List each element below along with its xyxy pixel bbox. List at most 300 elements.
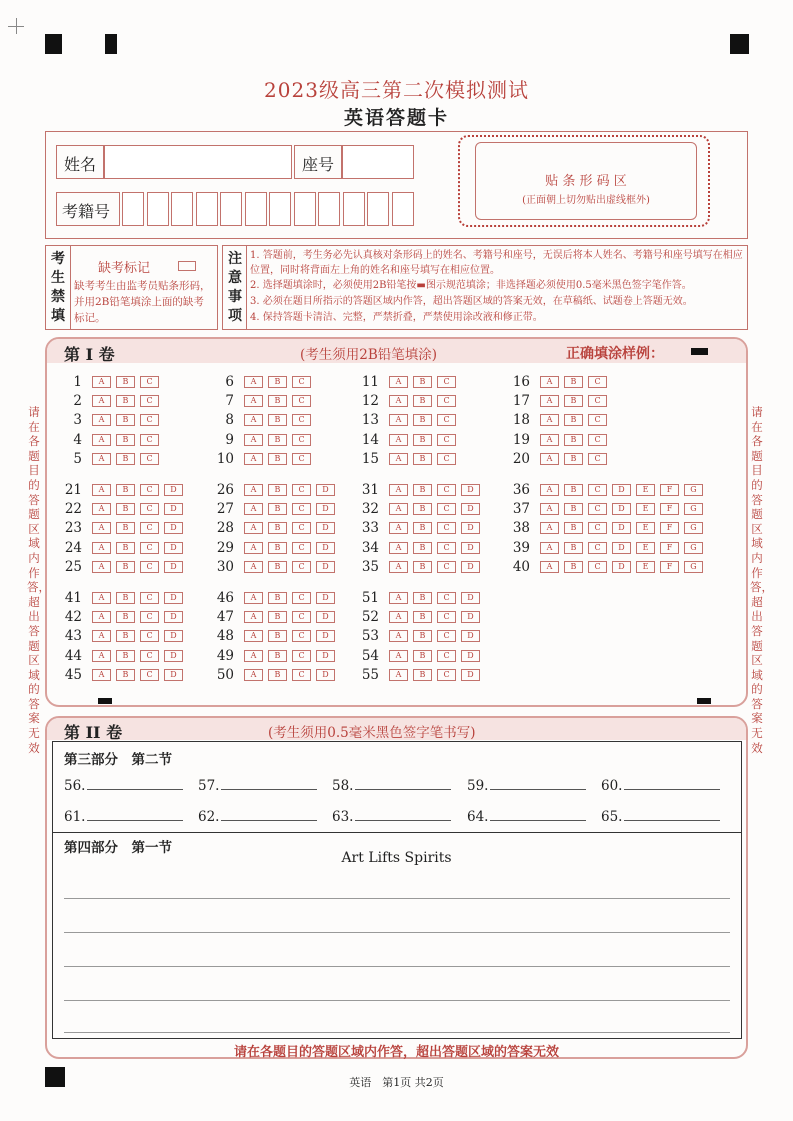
answer-bubble[interactable]: A [389, 503, 408, 515]
answer-bubble[interactable]: C [292, 484, 311, 496]
answer-bubble[interactable]: B [268, 592, 287, 604]
sheet-subtitle: 英语答题卡 [343, 107, 449, 129]
answer-bubble[interactable]: C [292, 650, 311, 662]
answer-bubble[interactable]: B [564, 376, 583, 388]
exam-no-cell[interactable] [343, 192, 365, 226]
question-row [357, 646, 485, 665]
answer-bubble[interactable]: B [564, 434, 583, 446]
answer-bubble[interactable]: B [413, 669, 432, 681]
answer-bubble[interactable]: A [389, 414, 408, 426]
question-number: 49 [216, 647, 234, 664]
answer-bubble[interactable]: D [316, 522, 335, 534]
answer-bubble[interactable]: A [244, 395, 263, 407]
answer-bubble[interactable]: B [268, 484, 287, 496]
answer-bubble[interactable]: A [244, 561, 263, 573]
answer-bubble[interactable]: B [564, 453, 583, 465]
answer-bubble[interactable]: B [268, 669, 287, 681]
answer-bubble[interactable]: D [164, 611, 183, 623]
answer-bubble[interactable]: C [140, 376, 159, 388]
answer-bubble[interactable]: C [292, 376, 311, 388]
answer-bubble[interactable]: A [92, 484, 111, 496]
answer-bubble[interactable]: A [540, 434, 559, 446]
name-input[interactable] [104, 145, 292, 179]
exam-no-cell[interactable] [122, 192, 144, 226]
answer-bubble[interactable]: C [588, 434, 607, 446]
exam-title: 2023级高三第二次模拟测试 [264, 78, 529, 102]
answer-bubble[interactable]: A [389, 376, 408, 388]
answer-bubble[interactable]: A [389, 592, 408, 604]
answer-bubble[interactable]: C [292, 503, 311, 515]
answer-bubble[interactable]: D [316, 503, 335, 515]
answer-bubble[interactable]: D [316, 669, 335, 681]
answer-bubble[interactable]: A [244, 503, 263, 515]
answer-bubble[interactable]: D [316, 484, 335, 496]
answer-bubble[interactable]: E [636, 542, 655, 554]
answer-bubble[interactable]: D [461, 592, 480, 604]
question-number: 6 [225, 373, 234, 390]
question-number: 41 [64, 589, 82, 606]
answer-bubble[interactable]: C [588, 376, 607, 388]
answer-bubble[interactable]: C [140, 542, 159, 554]
question-row [357, 450, 461, 469]
answer-bubble[interactable]: G [684, 561, 703, 573]
notice-label: 注意事项 [228, 251, 242, 324]
answer-bubble[interactable]: D [164, 592, 183, 604]
question-row [508, 480, 708, 499]
question-row [212, 627, 340, 646]
answer-bubble[interactable]: B [116, 484, 135, 496]
answer-bubble[interactable]: D [461, 669, 480, 681]
blank-underline[interactable] [624, 777, 720, 790]
exam-no-cell[interactable] [147, 192, 169, 226]
blank-field[interactable] [64, 808, 183, 825]
answer-bubble[interactable]: A [92, 630, 111, 642]
answer-bubble[interactable]: C [588, 484, 607, 496]
answer-bubble[interactable]: A [389, 650, 408, 662]
answer-bubble[interactable]: A [244, 611, 263, 623]
answer-bubble[interactable]: D [461, 611, 480, 623]
answer-bubble[interactable]: D [461, 522, 480, 534]
answer-bubble[interactable]: C [292, 434, 311, 446]
exam-no-cell[interactable] [392, 192, 414, 226]
blank-field[interactable] [332, 777, 451, 794]
answer-bubble[interactable]: C [588, 522, 607, 534]
question-row [508, 450, 612, 469]
answer-bubble[interactable]: C [437, 650, 456, 662]
question-row [60, 499, 188, 518]
answer-bubble[interactable]: B [564, 484, 583, 496]
answer-bubble[interactable]: C [292, 414, 311, 426]
question-number: 20 [512, 451, 530, 468]
answer-bubble[interactable]: C [292, 630, 311, 642]
answer-bubble[interactable]: A [540, 503, 559, 515]
answer-bubble[interactable]: D [164, 669, 183, 681]
blank-underline[interactable] [221, 777, 317, 790]
answer-bubble[interactable]: B [564, 414, 583, 426]
exam-no-cell[interactable] [196, 192, 218, 226]
blank-field[interactable] [467, 808, 586, 825]
answer-bubble[interactable]: G [684, 542, 703, 554]
answer-bubble[interactable]: F [660, 561, 679, 573]
question-number: 46 [216, 589, 234, 606]
answer-bubble[interactable]: B [268, 453, 287, 465]
blank-underline[interactable] [490, 808, 586, 821]
timing-mark [697, 698, 711, 704]
answer-bubble[interactable]: B [413, 376, 432, 388]
blank-underline[interactable] [87, 777, 183, 790]
answer-bubble[interactable]: C [140, 630, 159, 642]
question-number: 14 [361, 431, 379, 448]
blank-underline[interactable] [221, 808, 317, 821]
answer-bubble[interactable]: B [116, 592, 135, 604]
answer-bubble[interactable]: A [389, 522, 408, 534]
answer-bubble[interactable]: B [413, 395, 432, 407]
answer-bubble[interactable]: B [268, 522, 287, 534]
answer-bubble[interactable]: D [164, 542, 183, 554]
answer-bubble[interactable]: C [437, 561, 456, 573]
answer-bubble[interactable]: C [140, 592, 159, 604]
answer-bubble[interactable]: C [292, 669, 311, 681]
question-row [508, 558, 708, 577]
answer-bubble[interactable]: A [244, 522, 263, 534]
answer-bubble[interactable]: B [413, 542, 432, 554]
blank-field[interactable] [198, 808, 317, 825]
absent-mark-box[interactable] [178, 261, 196, 271]
answer-bubble[interactable]: E [636, 522, 655, 534]
answer-bubble[interactable]: B [116, 650, 135, 662]
answer-bubble[interactable]: C [437, 376, 456, 388]
answer-bubble[interactable]: D [461, 484, 480, 496]
answer-bubble[interactable]: D [461, 503, 480, 515]
blank-field[interactable] [332, 808, 451, 825]
answer-bubble[interactable]: C [140, 453, 159, 465]
answer-bubble[interactable]: B [268, 611, 287, 623]
answer-bubble[interactable]: C [292, 592, 311, 604]
answer-bubble[interactable]: B [268, 395, 287, 407]
answer-bubble[interactable]: C [140, 669, 159, 681]
answer-bubble[interactable]: C [588, 542, 607, 554]
answer-bubble[interactable]: D [612, 503, 631, 515]
answer-bubble[interactable]: D [164, 522, 183, 534]
answer-bubble[interactable]: A [92, 395, 111, 407]
answer-bubble[interactable]: B [116, 453, 135, 465]
answer-bubble[interactable]: C [588, 414, 607, 426]
answer-bubble[interactable]: A [389, 395, 408, 407]
answer-bubble[interactable]: A [244, 484, 263, 496]
answer-bubble[interactable]: C [292, 611, 311, 623]
answer-bubble[interactable]: C [437, 669, 456, 681]
answer-bubble[interactable]: C [437, 503, 456, 515]
answer-bubble[interactable]: C [437, 395, 456, 407]
answer-bubble[interactable]: C [437, 542, 456, 554]
answer-bubble[interactable]: D [461, 561, 480, 573]
answer-bubble[interactable]: D [164, 650, 183, 662]
answer-bubble[interactable]: B [564, 395, 583, 407]
answer-bubble[interactable]: D [461, 630, 480, 642]
answer-bubble[interactable]: D [316, 542, 335, 554]
answer-bubble[interactable]: A [389, 561, 408, 573]
answer-bubble[interactable]: D [316, 561, 335, 573]
answer-bubble[interactable]: B [413, 484, 432, 496]
answer-bubble[interactable]: A [540, 376, 559, 388]
question-row [357, 666, 485, 685]
answer-bubble[interactable]: D [461, 650, 480, 662]
answer-bubble[interactable]: B [413, 592, 432, 604]
answer-bubble[interactable]: A [92, 453, 111, 465]
exam-no-cell[interactable] [318, 192, 340, 226]
answer-bubble[interactable]: C [437, 414, 456, 426]
essay-title: Art Lifts Spirits [341, 850, 452, 866]
answer-bubble[interactable]: A [540, 522, 559, 534]
question-row [357, 411, 461, 430]
answer-bubble[interactable]: E [636, 561, 655, 573]
answer-bubble[interactable]: A [540, 453, 559, 465]
blank-number: 56. [64, 778, 86, 794]
answer-bubble[interactable]: C [140, 395, 159, 407]
answer-bubble[interactable]: A [540, 561, 559, 573]
answer-bubble[interactable]: A [92, 503, 111, 515]
seat-input[interactable] [342, 145, 414, 179]
answer-bubble[interactable]: C [437, 611, 456, 623]
writing-line[interactable] [64, 966, 730, 967]
answer-bubble[interactable]: F [660, 522, 679, 534]
answer-bubble[interactable]: C [588, 453, 607, 465]
blank-underline[interactable] [490, 777, 586, 790]
answer-bubble[interactable]: C [292, 395, 311, 407]
question-row [357, 372, 461, 391]
blank-underline[interactable] [87, 808, 183, 821]
answer-bubble[interactable]: B [564, 503, 583, 515]
blank-field[interactable] [467, 777, 586, 794]
answer-bubble[interactable]: B [116, 669, 135, 681]
answer-bubble[interactable]: C [292, 453, 311, 465]
answer-bubble[interactable]: C [437, 434, 456, 446]
answer-bubble[interactable]: B [413, 630, 432, 642]
answer-bubble[interactable]: A [92, 669, 111, 681]
answer-bubble[interactable]: B [564, 561, 583, 573]
answer-bubble[interactable]: C [140, 650, 159, 662]
answer-bubble[interactable]: C [437, 522, 456, 534]
answer-bubble[interactable]: B [564, 542, 583, 554]
answer-bubble[interactable]: D [612, 522, 631, 534]
exam-no-cell[interactable] [367, 192, 389, 226]
blank-underline[interactable] [355, 777, 451, 790]
question-number: 31 [361, 481, 379, 498]
answer-bubble[interactable]: C [437, 630, 456, 642]
answer-bubble[interactable]: A [244, 542, 263, 554]
answer-bubble[interactable]: D [612, 484, 631, 496]
blank-underline[interactable] [355, 808, 451, 821]
blank-field[interactable] [198, 777, 317, 794]
crosshair-mark-v [16, 18, 17, 34]
answer-bubble[interactable]: A [244, 453, 263, 465]
question-number: 17 [512, 392, 530, 409]
answer-bubble[interactable]: A [389, 669, 408, 681]
answer-bubble[interactable]: C [140, 503, 159, 515]
answer-bubble[interactable]: F [660, 542, 679, 554]
answer-bubble[interactable]: G [684, 484, 703, 496]
answer-bubble[interactable]: A [540, 395, 559, 407]
answer-bubble[interactable]: D [612, 542, 631, 554]
answer-bubble[interactable]: B [116, 561, 135, 573]
answer-bubble[interactable]: B [413, 611, 432, 623]
answer-bubble[interactable]: A [92, 611, 111, 623]
answer-bubble[interactable]: C [140, 434, 159, 446]
question-row [357, 558, 485, 577]
answer-bubble[interactable]: C [140, 611, 159, 623]
question-number: 51 [361, 589, 379, 606]
answer-bubble[interactable]: A [244, 434, 263, 446]
answer-bubble[interactable]: A [389, 542, 408, 554]
answer-bubble[interactable]: B [268, 434, 287, 446]
answer-bubble[interactable]: A [244, 630, 263, 642]
exam-no-cell[interactable] [171, 192, 193, 226]
answer-bubble[interactable]: E [636, 503, 655, 515]
exam-no-cell[interactable] [220, 192, 242, 226]
answer-bubble[interactable]: A [244, 650, 263, 662]
answer-bubble[interactable]: A [540, 542, 559, 554]
blank-field[interactable] [601, 777, 720, 794]
answer-bubble[interactable]: B [413, 650, 432, 662]
question-number: 9 [225, 431, 234, 448]
answer-bubble[interactable]: D [316, 592, 335, 604]
answer-bubble[interactable]: A [244, 376, 263, 388]
answer-bubble[interactable]: A [389, 434, 408, 446]
answer-bubble[interactable]: D [316, 630, 335, 642]
answer-bubble[interactable]: B [413, 434, 432, 446]
answer-bubble[interactable]: B [413, 522, 432, 534]
writing-line[interactable] [64, 1000, 730, 1001]
answer-bubble[interactable]: C [140, 561, 159, 573]
answer-bubble[interactable]: B [268, 630, 287, 642]
answer-bubble[interactable]: B [116, 630, 135, 642]
answer-bubble[interactable]: C [588, 503, 607, 515]
answer-bubble[interactable]: A [92, 592, 111, 604]
answer-bubble[interactable]: B [268, 542, 287, 554]
question-number: 34 [361, 539, 379, 556]
exam-no-cell[interactable] [245, 192, 267, 226]
answer-bubble[interactable]: B [268, 561, 287, 573]
answer-bubble[interactable]: D [612, 561, 631, 573]
answer-bubble[interactable]: D [164, 503, 183, 515]
question-number: 19 [512, 431, 530, 448]
answer-bubble[interactable]: C [292, 561, 311, 573]
writing-line[interactable] [64, 932, 730, 933]
answer-bubble[interactable]: B [116, 522, 135, 534]
answer-bubble[interactable]: C [437, 484, 456, 496]
question-row [357, 627, 485, 646]
answer-bubble[interactable]: B [413, 503, 432, 515]
notice-item: 1. 答题前，考生务必先认真核对条形码上的姓名、考籍号和座号，无误后将本人姓名、考籍号和座号填写在相应位置，同时将背面左上角的姓名和座号填写在相应位置。 [250, 250, 743, 276]
answer-bubble[interactable]: C [437, 592, 456, 604]
answer-bubble[interactable]: D [164, 484, 183, 496]
answer-bubble[interactable]: A [92, 376, 111, 388]
answer-bubble[interactable]: A [92, 434, 111, 446]
answer-bubble[interactable]: B [268, 650, 287, 662]
blank-number: 57. [198, 778, 220, 794]
blank-field[interactable] [601, 808, 720, 825]
question-number: 44 [64, 647, 82, 664]
answer-bubble[interactable]: A [389, 611, 408, 623]
answer-bubble[interactable]: C [588, 561, 607, 573]
answer-bubble[interactable]: B [268, 414, 287, 426]
answer-bubble[interactable]: G [684, 522, 703, 534]
answer-bubble[interactable]: B [268, 376, 287, 388]
answer-bubble[interactable]: A [92, 561, 111, 573]
answer-bubble[interactable]: C [292, 522, 311, 534]
answer-bubble[interactable]: A [92, 414, 111, 426]
exam-no-cell[interactable] [269, 192, 291, 226]
question-row [212, 430, 316, 449]
answer-bubble[interactable]: B [564, 522, 583, 534]
answer-bubble[interactable]: A [244, 669, 263, 681]
answer-bubble[interactable]: A [244, 414, 263, 426]
writing-line[interactable] [64, 1032, 730, 1033]
answer-bubble[interactable]: B [116, 376, 135, 388]
answer-bubble[interactable]: A [92, 650, 111, 662]
answer-bubble[interactable]: B [116, 414, 135, 426]
answer-bubble[interactable]: A [540, 414, 559, 426]
answer-bubble[interactable]: B [116, 542, 135, 554]
answer-bubble[interactable]: A [389, 484, 408, 496]
exam-no-cell[interactable] [294, 192, 316, 226]
blank-underline[interactable] [624, 808, 720, 821]
answer-bubble[interactable]: B [116, 611, 135, 623]
answer-bubble[interactable]: B [413, 561, 432, 573]
answer-bubble[interactable]: A [389, 630, 408, 642]
answer-bubble[interactable]: A [540, 484, 559, 496]
answer-bubble[interactable]: C [437, 453, 456, 465]
answer-bubble[interactable]: B [116, 503, 135, 515]
writing-line[interactable] [64, 898, 730, 899]
answer-bubble[interactable]: G [684, 503, 703, 515]
answer-bubble[interactable]: F [660, 484, 679, 496]
question-number: 27 [216, 500, 234, 517]
question-number: 36 [512, 481, 530, 498]
answer-bubble[interactable]: D [164, 630, 183, 642]
answer-bubble[interactable]: C [140, 414, 159, 426]
answer-bubble[interactable]: F [660, 503, 679, 515]
question-number: 37 [512, 500, 530, 517]
answer-bubble[interactable]: A [92, 522, 111, 534]
answer-bubble[interactable]: B [268, 503, 287, 515]
answer-bubble[interactable]: D [164, 561, 183, 573]
answer-bubble[interactable]: B [116, 395, 135, 407]
question-row [357, 538, 485, 557]
answer-bubble[interactable]: A [389, 453, 408, 465]
answer-bubble[interactable]: E [636, 484, 655, 496]
answer-bubble[interactable]: A [244, 592, 263, 604]
answer-bubble[interactable]: B [413, 414, 432, 426]
question-row [357, 499, 485, 518]
question-row [212, 391, 316, 410]
answer-bubble[interactable]: A [92, 542, 111, 554]
answer-bubble[interactable]: C [292, 542, 311, 554]
answer-bubble[interactable]: D [316, 650, 335, 662]
answer-bubble[interactable]: D [461, 542, 480, 554]
answer-bubble[interactable]: B [413, 453, 432, 465]
blank-field[interactable] [64, 777, 183, 794]
question-row [60, 666, 188, 685]
timing-mark [98, 698, 112, 704]
answer-bubble[interactable]: C [140, 484, 159, 496]
answer-bubble[interactable]: B [116, 434, 135, 446]
barcode-title: 贴 条 形 码 区 [545, 174, 627, 189]
blank-number: 58. [332, 778, 354, 794]
answer-bubble[interactable]: D [316, 611, 335, 623]
answer-bubble[interactable]: C [588, 395, 607, 407]
answer-bubble[interactable]: C [140, 522, 159, 534]
